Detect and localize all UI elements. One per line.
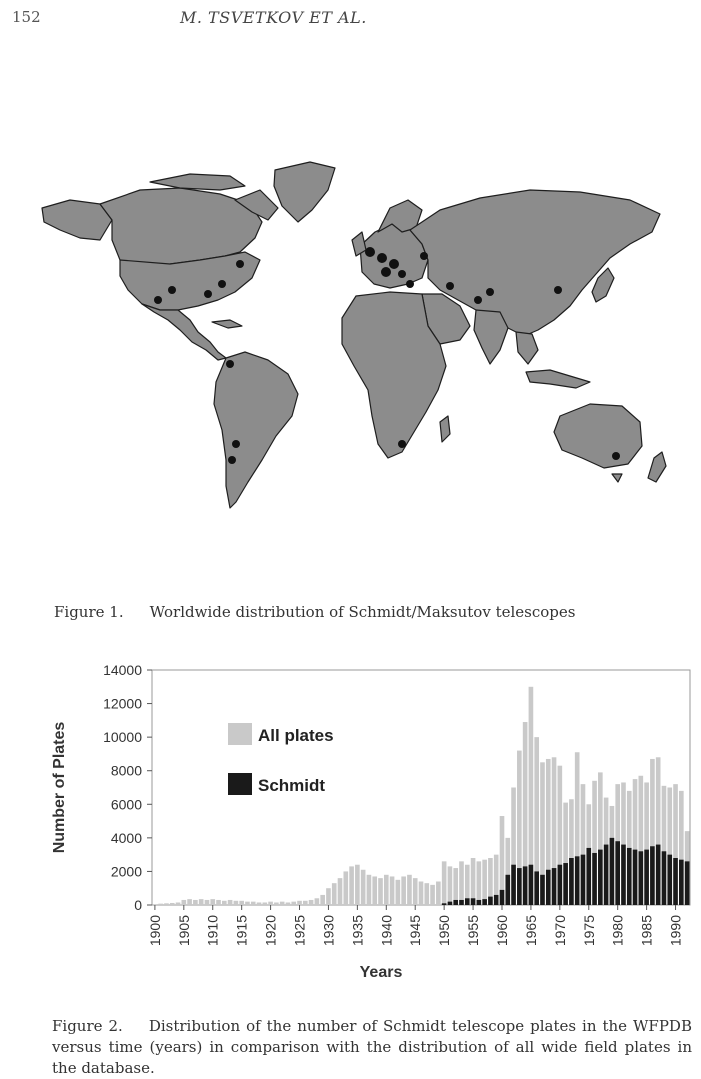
bar-schmidt	[505, 875, 510, 905]
bar-all-plates	[326, 888, 331, 905]
bar-schmidt	[465, 898, 470, 905]
bar-schmidt	[639, 851, 644, 905]
chart-legend	[228, 723, 334, 795]
map-india	[474, 310, 508, 364]
bar-all-plates	[239, 901, 244, 905]
bar-all-plates	[315, 898, 320, 905]
bar-schmidt	[529, 865, 534, 905]
bar-all-plates	[222, 901, 227, 905]
map-indonesia	[526, 370, 590, 388]
bar-schmidt	[482, 899, 487, 905]
y-axis-ticks	[103, 662, 152, 913]
telescope-marker	[168, 286, 176, 294]
bar-all-plates	[343, 871, 348, 905]
figure2-text: Distribution of the number of Schmidt telescope plates in the WFPDB versus time (years) in comparison with the distribution of all wide field plates in the database.	[52, 1017, 692, 1077]
map-australia	[554, 404, 642, 468]
x-tick-label: 1950	[436, 915, 453, 947]
bar-schmidt	[500, 890, 505, 905]
x-tick-label: 1945	[407, 915, 424, 947]
bar-schmidt	[534, 871, 539, 905]
y-tick-label: 14000	[103, 662, 142, 678]
bar-schmidt	[598, 850, 603, 905]
bar-schmidt	[442, 903, 447, 905]
x-tick-label: 1980	[609, 915, 626, 947]
bar-schmidt	[644, 850, 649, 905]
bar-all-plates	[286, 902, 291, 905]
telescope-marker	[554, 286, 562, 294]
bar-schmidt	[488, 897, 493, 905]
telescope-marker	[236, 260, 244, 268]
x-tick-label: 1915	[233, 915, 250, 947]
telescope-marker	[365, 247, 375, 257]
telescope-marker	[389, 259, 399, 269]
bar-schmidt	[471, 898, 476, 905]
bar-schmidt	[552, 868, 557, 905]
bar-schmidt	[604, 845, 609, 905]
telescope-marker	[420, 252, 428, 260]
bar-all-plates	[210, 899, 215, 905]
bar-all-plates	[384, 875, 389, 905]
bar-all-plates	[407, 875, 412, 905]
telescope-marker	[446, 282, 454, 290]
legend-swatch-schmidt	[228, 773, 252, 795]
bar-all-plates	[442, 861, 447, 905]
bar-schmidt	[610, 838, 615, 905]
bar-schmidt	[494, 895, 499, 905]
map-greenland	[274, 162, 335, 222]
telescope-marker	[612, 452, 620, 460]
bar-all-plates	[303, 901, 308, 905]
legend-label-schmidt: Schmidt	[258, 776, 326, 795]
bar-all-plates	[396, 880, 401, 905]
x-tick-label: 1970	[551, 915, 568, 947]
bar-schmidt	[448, 902, 453, 905]
bar-schmidt	[569, 858, 574, 905]
bar-all-plates	[280, 902, 285, 905]
bar-schmidt	[546, 870, 551, 905]
y-tick-label: 2000	[110, 863, 142, 880]
bar-all-plates	[372, 876, 377, 905]
telescope-marker	[377, 253, 387, 263]
bar-all-plates	[199, 899, 204, 905]
y-axis-label: Number of Plates	[51, 721, 68, 854]
x-tick-label: 1985	[638, 915, 655, 947]
bar-all-plates	[228, 900, 233, 905]
bar-all-plates	[176, 902, 181, 905]
telescope-marker	[474, 296, 482, 304]
map-new-zealand	[648, 452, 666, 482]
running-head: M. TSVETKOV ET AL.	[180, 8, 367, 27]
bar-schmidt	[511, 865, 516, 905]
bar-all-plates	[349, 866, 354, 905]
y-tick-label: 10000	[103, 729, 142, 746]
bar-all-plates	[332, 883, 337, 905]
bar-schmidt	[517, 868, 522, 905]
page-header	[12, 8, 692, 32]
bar-all-plates	[297, 901, 302, 905]
bar-schmidt	[592, 853, 597, 905]
map-arctic-islands	[150, 174, 245, 190]
bar-all-plates	[401, 876, 406, 905]
figure2-label: Figure 2.	[52, 1017, 123, 1035]
bar-schmidt	[667, 855, 672, 905]
bar-schmidt	[453, 900, 458, 905]
bar-schmidt	[558, 865, 563, 905]
bar-all-plates	[436, 882, 441, 906]
telescope-marker	[154, 296, 162, 304]
map-se-asia	[516, 332, 538, 364]
bar-all-plates	[430, 885, 435, 905]
bar-all-plates	[482, 860, 487, 905]
world-map	[30, 160, 680, 520]
bar-all-plates	[471, 858, 476, 905]
bar-all-plates	[262, 902, 267, 905]
map-madagascar	[440, 416, 450, 442]
x-tick-label: 1910	[204, 915, 221, 947]
x-axis-label: Years	[359, 964, 403, 981]
bar-all-plates	[193, 900, 198, 905]
telescope-marker	[381, 267, 391, 277]
bar-all-plates	[477, 861, 482, 905]
x-tick-label: 1965	[522, 915, 539, 947]
bar-schmidt	[540, 875, 545, 905]
telescope-marker	[218, 280, 226, 288]
bar-all-plates	[182, 900, 187, 905]
telescope-marker	[486, 288, 494, 296]
bar-all-plates	[361, 870, 366, 905]
bar-all-plates	[170, 903, 175, 905]
x-tick-label: 1975	[580, 915, 597, 947]
series-all-plates	[153, 687, 690, 905]
bar-all-plates	[158, 904, 163, 905]
x-tick-label: 1960	[493, 915, 510, 947]
bar-all-plates	[367, 875, 372, 905]
bar-all-plates	[274, 902, 279, 905]
bar-all-plates	[309, 900, 314, 905]
bar-all-plates	[153, 904, 158, 905]
figure1-label: Figure 1.	[54, 603, 124, 621]
telescope-marker	[406, 280, 414, 288]
bar-all-plates	[245, 902, 250, 905]
bar-all-plates	[320, 895, 325, 905]
bar-all-plates	[268, 902, 273, 905]
telescope-marker	[204, 290, 212, 298]
bar-schmidt	[685, 861, 690, 905]
bar-schmidt	[563, 863, 568, 905]
x-tick-label: 1900	[146, 915, 163, 947]
bar-all-plates	[164, 903, 169, 905]
y-tick-label: 0	[134, 897, 142, 913]
bar-all-plates	[355, 865, 360, 905]
telescope-marker	[398, 270, 406, 278]
x-tick-label: 1925	[291, 915, 308, 947]
y-tick-label: 4000	[110, 829, 142, 846]
bar-all-plates	[205, 900, 210, 905]
x-tick-label: 1930	[320, 915, 337, 947]
bar-all-plates	[234, 901, 239, 905]
x-tick-label: 1905	[175, 915, 192, 947]
figure2-caption	[52, 1016, 692, 1079]
bar-schmidt	[477, 900, 482, 905]
bar-all-plates	[251, 902, 256, 905]
bar-schmidt	[656, 845, 661, 905]
bar-all-plates	[378, 878, 383, 905]
x-tick-label: 1990	[667, 915, 684, 947]
bar-all-plates	[291, 902, 296, 905]
bar-all-plates	[448, 866, 453, 905]
bar-schmidt	[673, 858, 678, 905]
bar-all-plates	[216, 900, 221, 905]
y-tick-label: 8000	[110, 762, 142, 779]
bar-schmidt	[575, 856, 580, 905]
bar-schmidt	[459, 900, 464, 905]
bar-schmidt	[523, 866, 528, 905]
bar-all-plates	[413, 878, 418, 905]
x-tick-label: 1955	[465, 915, 482, 947]
bar-all-plates	[424, 883, 429, 905]
bar-schmidt	[615, 841, 620, 905]
bar-all-plates	[338, 878, 343, 905]
plates-chart	[40, 655, 700, 985]
bar-schmidt	[581, 855, 586, 905]
map-cuba	[212, 320, 242, 328]
bar-schmidt	[621, 845, 626, 905]
bar-all-plates	[453, 868, 458, 905]
map-mexico	[142, 304, 226, 360]
y-tick-label: 6000	[110, 796, 142, 813]
page-number: 152	[12, 8, 41, 26]
bar-all-plates	[390, 876, 395, 905]
telescope-marker	[232, 440, 240, 448]
map-south-america	[214, 352, 298, 508]
legend-swatch-all-plates	[228, 723, 252, 745]
bar-all-plates	[187, 899, 192, 905]
bar-schmidt	[586, 848, 591, 905]
bar-schmidt	[679, 860, 684, 905]
x-tick-label: 1935	[349, 915, 366, 947]
legend-label-all-plates: All plates	[258, 726, 334, 745]
telescope-marker	[226, 360, 234, 368]
bar-all-plates	[257, 902, 262, 905]
bar-all-plates	[459, 861, 464, 905]
telescope-marker	[398, 440, 406, 448]
x-tick-label: 1940	[378, 915, 395, 947]
bar-schmidt	[650, 846, 655, 905]
bar-schmidt	[633, 850, 638, 905]
figure1-caption	[54, 602, 684, 623]
map-tasmania	[612, 474, 622, 482]
telescope-marker	[228, 456, 236, 464]
bar-all-plates	[419, 882, 424, 906]
x-axis-ticks	[147, 905, 684, 946]
bar-schmidt	[662, 851, 667, 905]
y-tick-label: 12000	[103, 695, 142, 712]
x-tick-label: 1920	[262, 915, 279, 947]
figure1-text: Worldwide distribution of Schmidt/Maksutov telescopes	[149, 603, 576, 621]
bar-schmidt	[627, 848, 632, 905]
